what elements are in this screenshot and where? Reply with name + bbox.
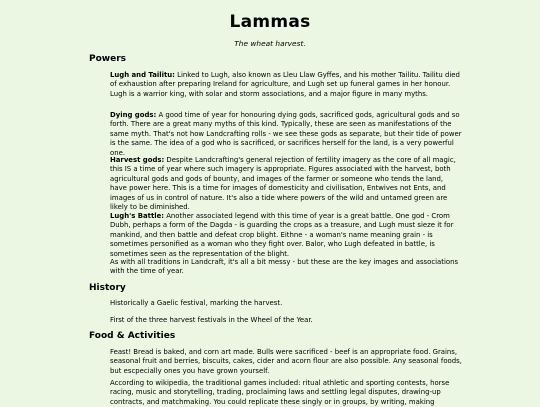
paragraph-text: As with all traditions in Landcraft, it's all a bit messy - but these are the key images and associations with the time of year. — [110, 258, 459, 276]
section-heading-powers: Powers — [89, 54, 126, 64]
paragraph-text: Another associated legend with this time of year is a great battle. One god - Crom Dubh, perhaps a form of the Dagda - is guarding the crops as a treasure, and Lugh must sieze it for mankind, and then battle and defeat crop blight. Eithne - a woman's name meaning grain - is sometimes personified as a woman who they fight over. Balor, who Lugh defeated in battle, is sometimes seen as the representation of the blight. — [110, 212, 454, 258]
section-heading-history: History — [89, 283, 126, 293]
paragraph-all-traditions — [110, 258, 462, 277]
paragraph-lead: Lugh and Tailitu: — [110, 71, 175, 79]
page-title: Lammas — [229, 12, 311, 32]
paragraph-text: Despite Landcrafting's general rejection of fertility imagery as the core of all magic, this IS a time of year where such imagery is appropriate. Figures associated with the harvest, both agricultural gods and gods of bounty, and images of the farmer or someone who tends the land, have power here. This is a time for images of domesticity and civilisation, Entwives not Ents, and images of us in control of nature. It's also a tide where powers of the wild and untamed green are likely to be diminished. — [110, 156, 456, 212]
paragraph-text: Linked to Lugh, also known as Lleu Llaw Gyffes, and his mother Tailitu. Tailitu died of exhaustion after preparing Ireland for agriculture, and Lugh set up funeral games in her honour. Lugh is a warrior king, with solar and storm associations, and a major figure in many myths. — [110, 71, 460, 98]
paragraph-lead: Harvest gods: — [110, 156, 165, 164]
paragraph-feast: Feast! Bread is baked, and corn art made. Bulls were sacrificed - beef is an appropriate food. Grains, seasonal fruit and berries, biscuits, cakes, cider and acorn flour are also possible. Any seasonal foods, but escpecially ones you have grown yourself. — [110, 348, 462, 375]
paragraph-traditional-games: According to wikipedia, the traditional games included: ritual athletic and sporting contests, horse racing, music and storytelling, trading, proclaiming laws and settling legal disputes, drawing-up contracts, and matchmaking. You could replicate these singly or in groups, by writing, making — [110, 379, 450, 406]
section-heading-food-activities: Food & Activities — [89, 331, 176, 341]
paragraph-history-gaelic: Historically a Gaelic festival, marking the harvest. — [110, 299, 283, 307]
paragraph-lead: Dying gods: — [110, 111, 157, 119]
paragraph-dying-gods — [110, 111, 462, 158]
paragraph-lughs-battle — [110, 212, 462, 259]
paragraph-history-first-harvest: First of the three harvest festivals in the Wheel of the Year. — [110, 316, 313, 324]
page-subtitle: The wheat harvest. — [234, 39, 306, 48]
paragraph-lead: Lugh's Battle: — [110, 212, 165, 220]
paragraph-text: A good time of year for honouring dying gods, sacrificed gods, agricultural gods and so forth. There are a great many myths of this kind. Typically, these are seen as manifestations of the same myth. That's not how Landcrafting rolls - we see these gods as separate, but their tide of power is the same. The idea of a god who is sacrificed, or sacrifices herself for the land, is a very powerful one. — [110, 111, 462, 157]
paragraph-harvest-gods — [110, 156, 462, 212]
paragraph-lugh-tailitu — [110, 71, 462, 99]
